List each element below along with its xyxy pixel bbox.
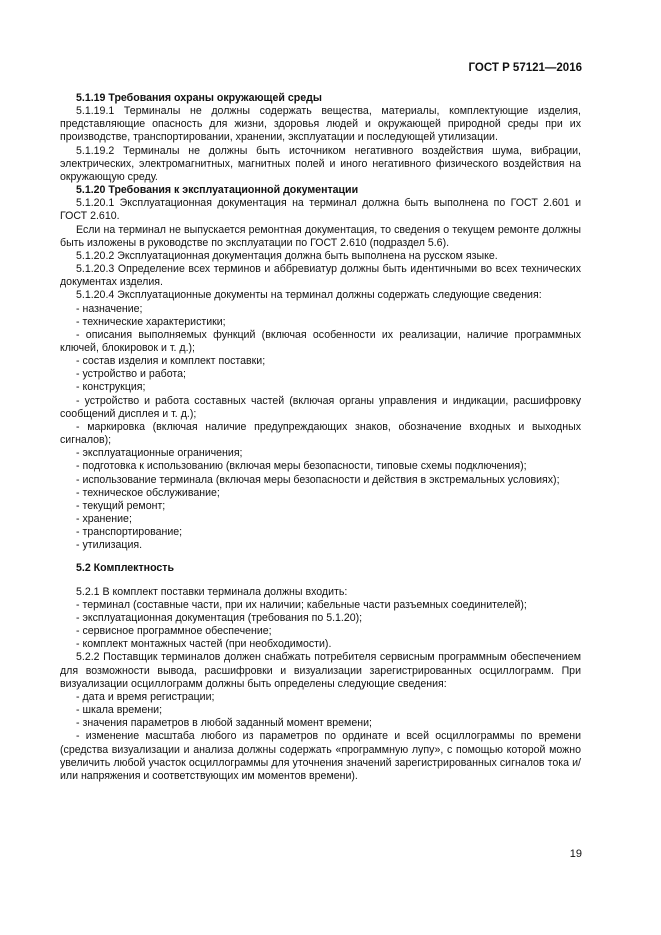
- list-item: - дата и время регистрации;: [76, 690, 215, 703]
- paragraph-repair-docs: Если на терминал не выпускается ремонтная документация, то сведения о текущем ремонте должны быть изложены в руководстве по эксплуатации по ГОСТ 2.610 (подраздел 5.6).: [60, 223, 581, 249]
- list-item: - маркировка (включая наличие предупреждающих знаков, обозначение входных и выходных сигналов);: [60, 420, 581, 447]
- list-item: - состав изделия и комплект поставки;: [76, 355, 266, 368]
- list-item: - эксплуатационные ограничения;: [76, 447, 243, 460]
- section-5-1-20-title: 5.1.20 Требования к эксплуатационной документации: [76, 184, 359, 197]
- list-item: - комплект монтажных частей (при необходимости).: [76, 638, 332, 651]
- list-item: - устройство и работа;: [76, 368, 186, 381]
- paragraph-5-1-20-4: 5.1.20.4 Эксплуатационные документы на терминал должны содержать следующие сведения:: [76, 289, 542, 302]
- list-item: - текущий ремонт;: [76, 499, 166, 512]
- paragraph-5-1-20-2: 5.1.20.2 Эксплуатационная документация должна быть выполнена на русском языке.: [76, 249, 498, 262]
- list-item: - значения параметров в любой заданный момент времени;: [76, 717, 372, 730]
- list-item: - технические характеристики;: [76, 315, 226, 328]
- list-item: - подготовка к использованию (включая меры безопасности, типовые схемы подключения);: [76, 460, 527, 473]
- list-item: - эксплуатационная документация (требования по 5.1.20);: [76, 611, 363, 624]
- section-spacer: [60, 576, 581, 586]
- paragraph-5-1-19-1: 5.1.19.1 Терминалы не должны содержать вещества, материалы, комплектующие изделия, представляющие опасность для жизни, здоровья людей и окружающей природной среды при их производстве, транспортировании, хранении, эксплуатации и последующей утилизации.: [60, 105, 581, 144]
- section-5-2-title: 5.2 Комплектность: [76, 562, 174, 575]
- list-item: - использование терминала (включая меры безопасности и действия в экстремальных условиях);: [76, 473, 560, 486]
- list-item: - описания выполняемых функций (включая особенности их реализации, наличие программных ключей, блокировок и т. д.);: [60, 328, 581, 354]
- paragraph-5-1-20-3: 5.1.20.3 Определение всех терминов и аббревиатур должны быть идентичными во всех технических документах изделия.: [60, 263, 581, 289]
- list-item: - конструкция;: [76, 381, 146, 394]
- list-item: - сервисное программное обеспечение;: [76, 625, 272, 638]
- paragraph-5-2-1: 5.2.1 В комплект поставки терминала должны входить:: [76, 585, 348, 598]
- list-item: - изменение масштаба любого из параметров по ординате и всей осциллограммы по времени (средства визуализации и анализа должны содержать «программную лупу», с помощью которой можно увеличить любой участок осциллограммы для уточнения значений зарегистрированных сигналов тока и/или напряжения и соответствующих им моментов времени).: [60, 730, 581, 782]
- list-item: - назначение;: [76, 302, 143, 315]
- section-5-1-19-title: 5.1.19 Требования охраны окружающей среды: [76, 92, 322, 104]
- list-item: - терминал (составные части, при их наличии; кабельные части разъемных соединителей);: [76, 598, 527, 611]
- standard-header: ГОСТ Р 57121—2016: [468, 62, 582, 74]
- paragraph-5-1-19-2: 5.1.19.2 Терминалы не должны быть источником негативного воздействия шума, вибрации, электрических, электромагнитных, магнитных полей и иного негативного физического воздействия на окружающую среду.: [60, 144, 581, 183]
- page-number: 19: [569, 848, 582, 860]
- list-item: - хранение;: [76, 513, 132, 525]
- list-item: - шкала времени;: [76, 704, 163, 717]
- list-item: - устройство и работа составных частей (включая органы управления и индикации, расшифровку сообщений дисплея и т. д.);: [60, 394, 581, 420]
- paragraph-5-1-20-1: 5.1.20.1 Эксплуатационная документация на терминал должна быть выполнена по ГОСТ 2.601 и ГОСТ 2.610.: [60, 197, 581, 223]
- document-body: [60, 92, 581, 783]
- paragraph-5-2-2: 5.2.2 Поставщик терминалов должен снабжать потребителя сервисным программным обеспечением для возможности вывода, расшифровки и визуализации зарегистрированных осциллограмм. При визуализации осциллограмм должны быть определены следующие сведения:: [60, 651, 581, 690]
- list-item: - техническое обслуживание;: [76, 486, 220, 499]
- list-item: - транспортирование;: [76, 526, 183, 539]
- section-spacer: [60, 552, 581, 562]
- list-item: - утилизация.: [76, 539, 143, 552]
